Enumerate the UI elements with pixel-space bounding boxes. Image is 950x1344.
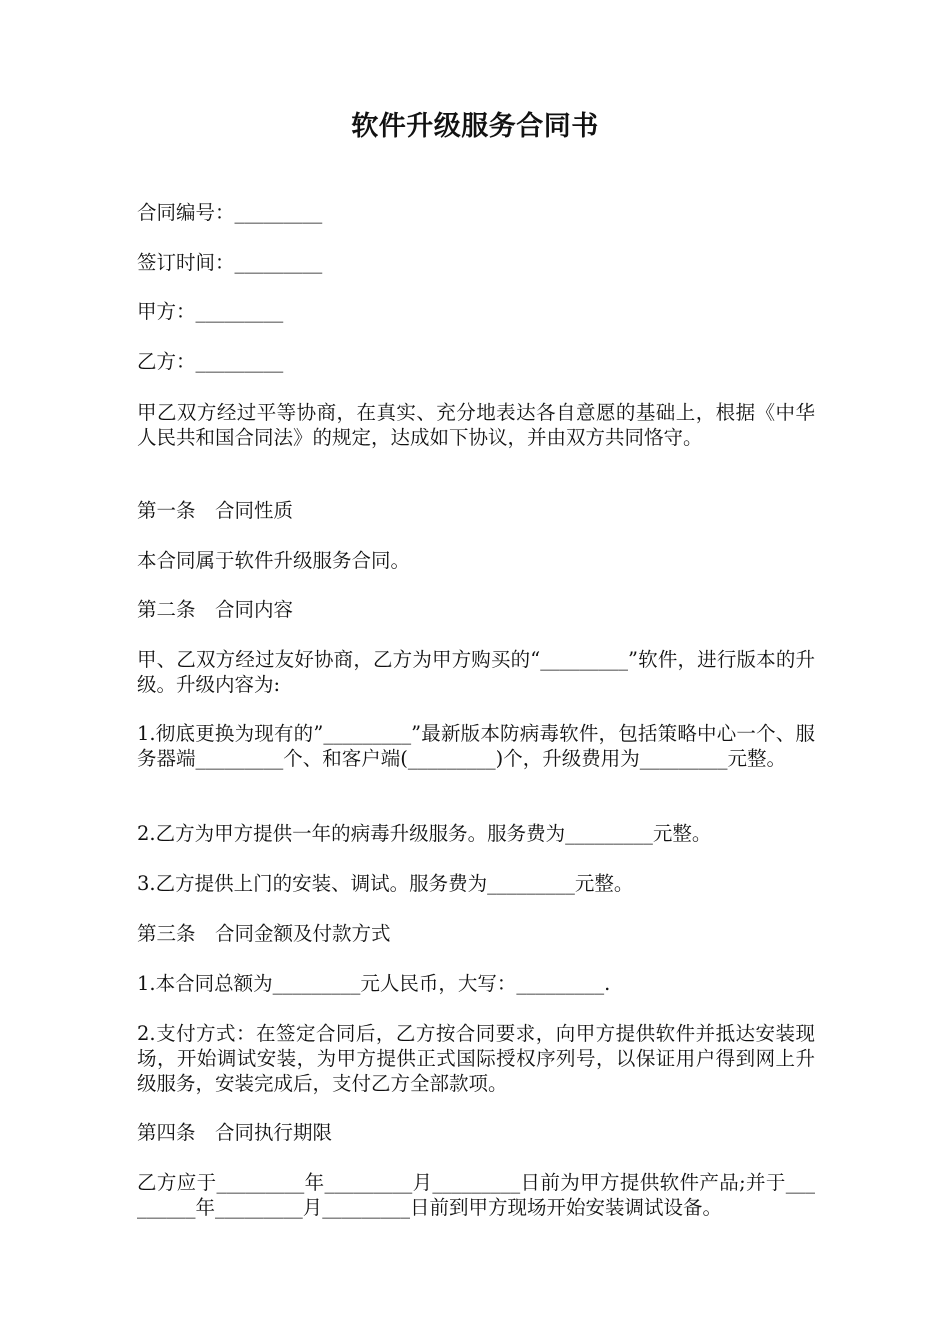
contract-number-line: 合同编号：_________ (137, 201, 323, 224)
article-1-heading: 第一条 合同性质 (137, 499, 294, 522)
article-2-heading: 第二条 合同内容 (137, 598, 294, 621)
article-2-item-2: 2.乙方为甲方提供一年的病毒升级服务。服务费为_________元整。 (137, 822, 712, 845)
article-3-item-2: 2.支付方式：在签定合同后，乙方按合同要求，向甲方提供软件并抵达安装现场，开始调试安装，为甲方提供正式国际授权序列号，以保证用户得到网上升级服务，安装完成后，支付乙方全部款项。 (137, 1022, 815, 1095)
article-3-heading: 第三条 合同金额及付款方式 (137, 922, 391, 945)
article-1-body: 本合同属于软件升级服务合同。 (137, 549, 411, 572)
document-title: 软件升级服务合同书 (351, 111, 599, 142)
party-a-line: 甲方：_________ (137, 300, 284, 323)
article-2-item-3: 3.乙方提供上门的安装、调试。服务费为_________元整。 (137, 872, 634, 895)
article-2-item-1: 1.彻底更换为现有的”_________”最新版本防病毒软件，包括策略中心一个、服务器端_________个、和客户端(_________)个，升级费用为_________元整。 (137, 722, 815, 770)
article-2-intro: 甲、乙双方经过友好协商，乙方为甲方购买的“_________”软件，进行版本的升级。升级内容为: (137, 648, 815, 696)
party-b-line: 乙方：_________ (137, 350, 284, 373)
article-4-heading: 第四条 合同执行期限 (137, 1121, 333, 1144)
preamble-paragraph: 甲乙双方经过平等协商，在真实、充分地表达各自意愿的基础上，根据《中华人民共和国合同法》的规定，达成如下协议，并由双方共同恪守。 (137, 401, 815, 449)
signing-date-line: 签订时间：_________ (137, 251, 323, 274)
article-4-body: 乙方应于_________年_________月_________日前为甲方提供软件产品;并于_________年_________月_________日前到甲方现场开始安装调试设备。 (137, 1171, 815, 1219)
article-3-item-1: 1.本合同总额为_________元人民币，大写：_________. (137, 972, 611, 995)
